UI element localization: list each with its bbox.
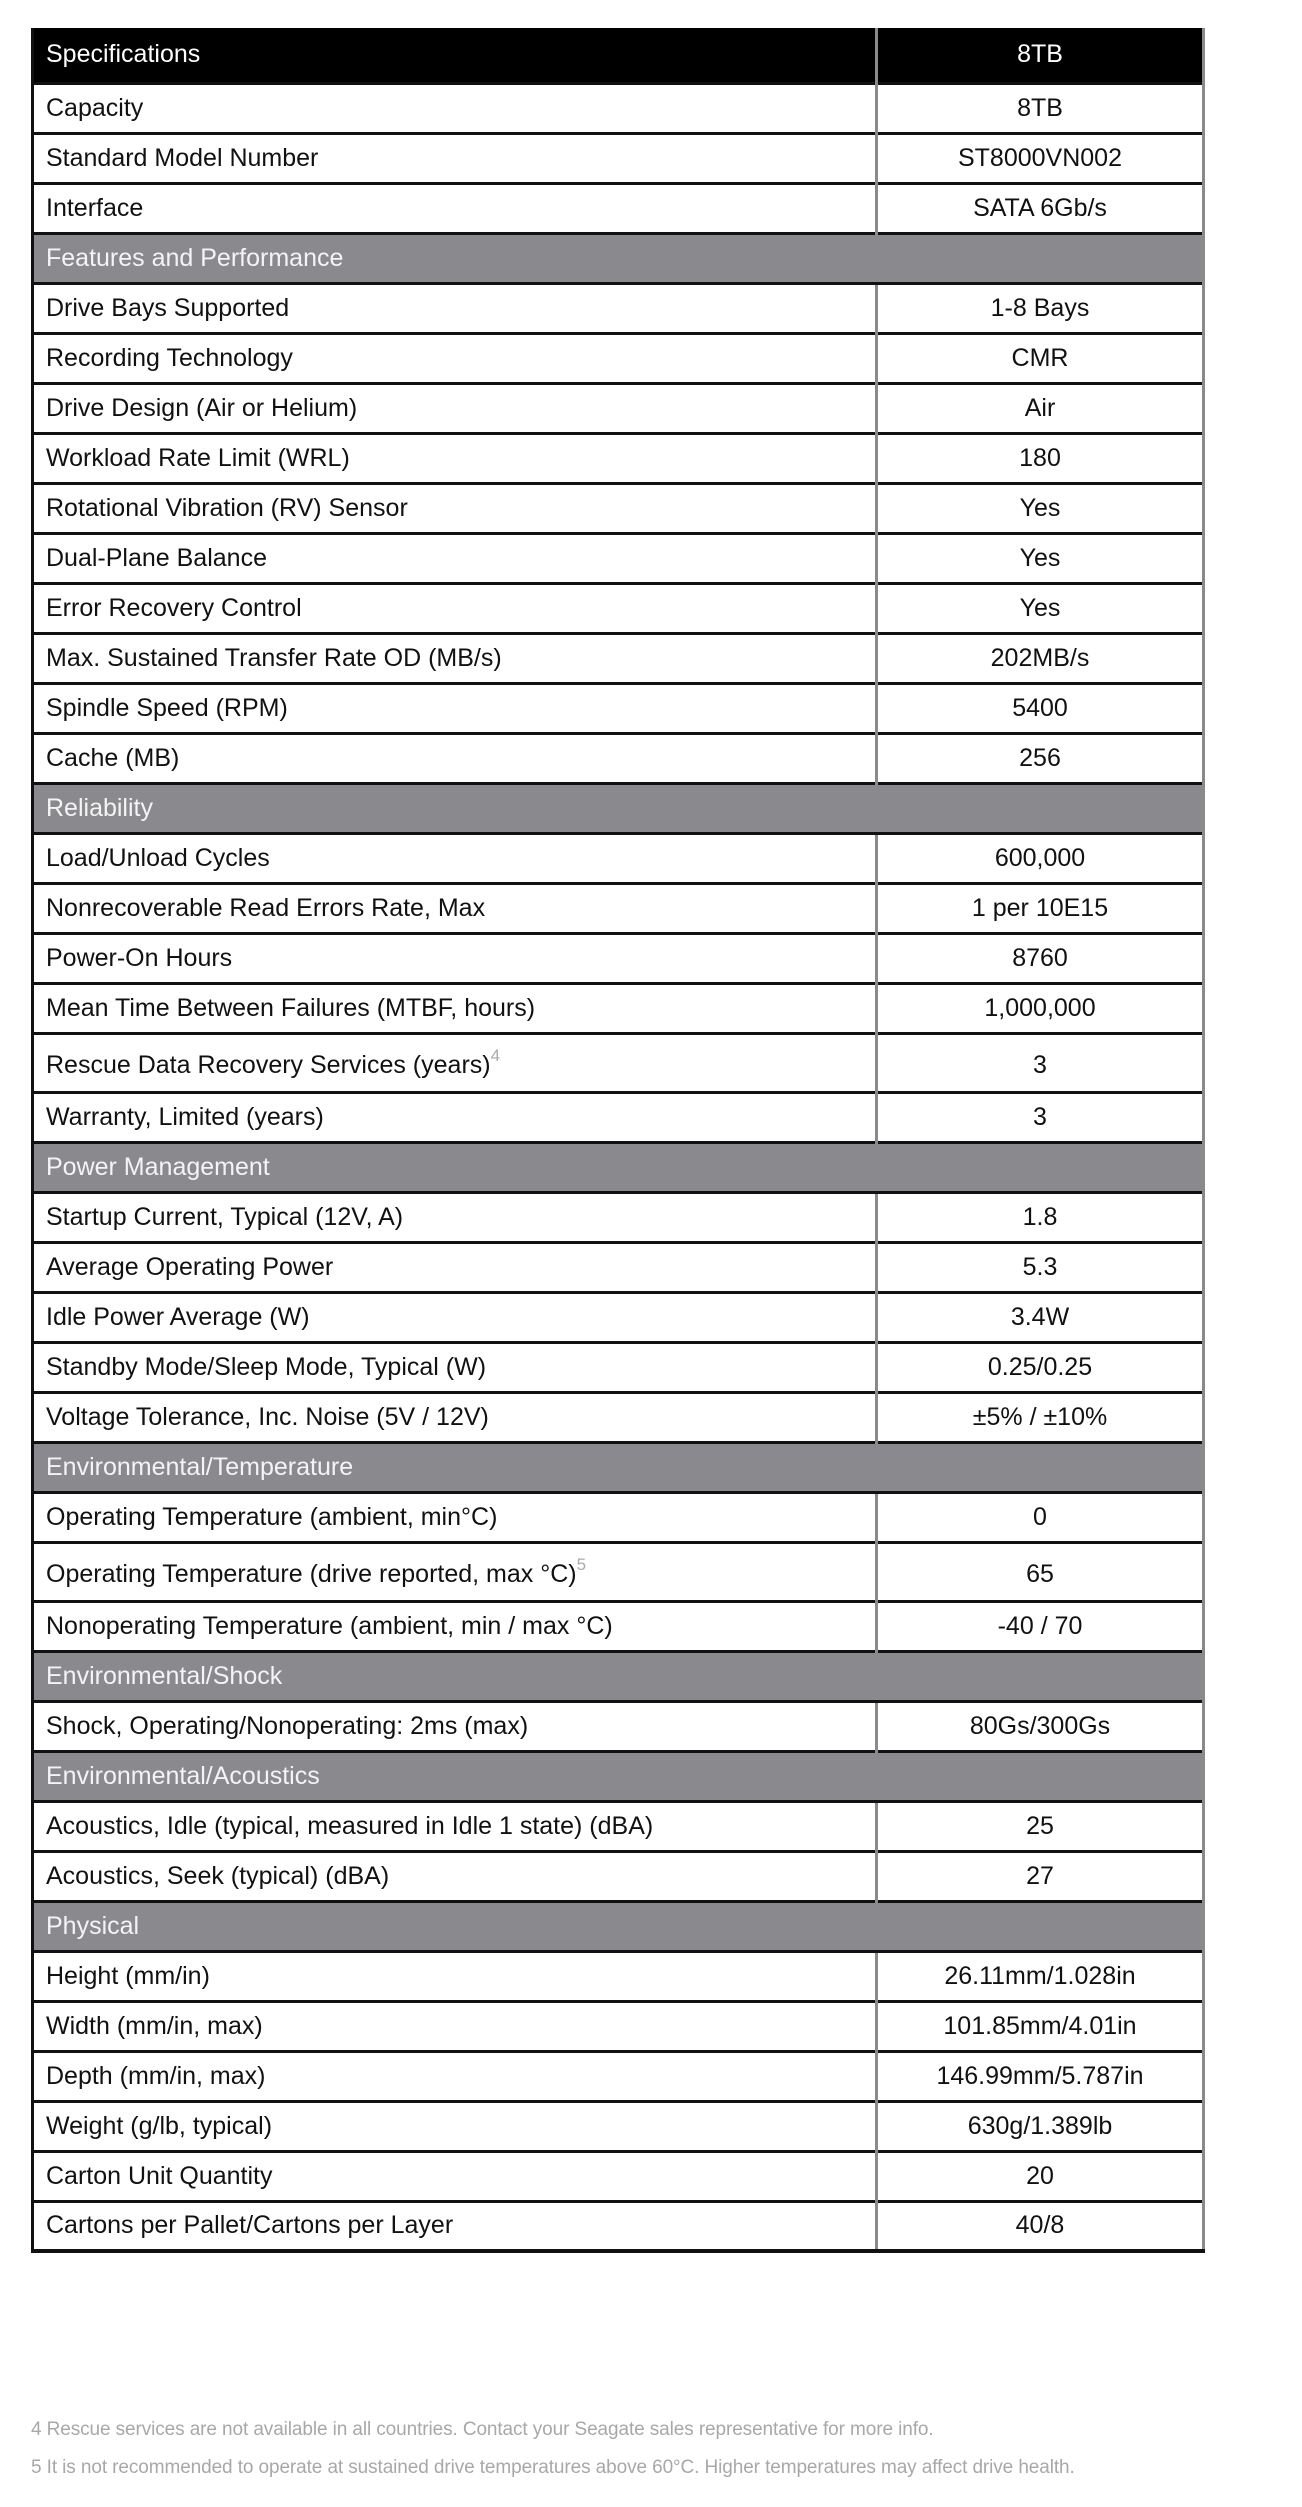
spec-label-cell (33, 433, 877, 483)
spec-label: Carton Unit Quantity (46, 2161, 273, 2190)
spec-label: Nonoperating Temperature (ambient, min / max °C) (46, 1611, 613, 1640)
spec-label-cell (33, 183, 877, 233)
spec-label-cell (33, 1601, 877, 1651)
spec-label: Load/Unload Cycles (46, 843, 270, 872)
spec-value: 0.25/0.25 (877, 1342, 1204, 1392)
spec-label-cell (33, 383, 877, 433)
spec-value: Yes (877, 583, 1204, 633)
spec-label-cell (33, 633, 877, 683)
spec-label: Drive Bays Supported (46, 293, 290, 322)
spec-label-cell (33, 983, 877, 1033)
spec-label-cell (33, 2101, 877, 2151)
section-header-row (33, 233, 1204, 283)
section-title: Physical (33, 1901, 1204, 1951)
table-row (33, 1192, 1204, 1242)
spec-value: 180 (877, 433, 1204, 483)
table-row (33, 83, 1204, 133)
spec-value: 26.11mm/1.028in (877, 1951, 1204, 2001)
spec-value: Yes (877, 533, 1204, 583)
spec-label-cell (33, 1492, 877, 1542)
spec-value: 1 per 10E15 (877, 883, 1204, 933)
spec-label: Max. Sustained Transfer Rate OD (MB/s) (46, 643, 502, 672)
table-row (33, 2151, 1204, 2201)
section-title: Environmental/Acoustics (33, 1751, 1204, 1801)
section-header-row (33, 1901, 1204, 1951)
spec-label-cell (33, 1392, 877, 1442)
spec-label: Acoustics, Seek (typical) (dBA) (46, 1861, 390, 1890)
spec-label-cell (33, 1242, 877, 1292)
spec-label-cell (33, 533, 877, 583)
spec-label: Acoustics, Idle (typical, measured in Idle 1 state) (dBA) (46, 1811, 654, 1840)
spec-label-cell (33, 1701, 877, 1751)
spec-label: Idle Power Average (W) (46, 1302, 310, 1331)
spec-label-cell (33, 1092, 877, 1142)
spec-label: Cartons per Pallet/Cartons per Layer (46, 2211, 454, 2240)
spec-label-cell (33, 83, 877, 133)
spec-value: 600,000 (877, 833, 1204, 883)
spec-label: Shock, Operating/Nonoperating: 2ms (max) (46, 1711, 529, 1740)
spec-value: 202MB/s (877, 633, 1204, 683)
spec-label: Width (mm/in, max) (46, 2011, 263, 2040)
spec-label-cell (33, 133, 877, 183)
spec-value: 8760 (877, 933, 1204, 983)
table-row (33, 283, 1204, 333)
spec-label: Standard Model Number (46, 143, 319, 172)
spec-value: 65 (877, 1542, 1204, 1601)
spec-label-cell (33, 1033, 877, 1092)
spec-value: 1-8 Bays (877, 283, 1204, 333)
footnote-reference: 5 (576, 1555, 587, 1574)
table-row (33, 1392, 1204, 1442)
section-header-row (33, 1751, 1204, 1801)
spec-label-cell (33, 2001, 877, 2051)
spec-value: 630g/1.389lb (877, 2101, 1204, 2151)
table-row (33, 583, 1204, 633)
spec-label-cell (33, 2051, 877, 2101)
table-row (33, 1801, 1204, 1851)
spec-label-cell (33, 683, 877, 733)
spec-label: Drive Design (Air or Helium) (46, 393, 358, 422)
section-title: Environmental/Shock (33, 1651, 1204, 1701)
table-row (33, 1601, 1204, 1651)
specifications-table-body (33, 28, 1204, 2251)
spec-value: ST8000VN002 (877, 133, 1204, 183)
spec-value: 101.85mm/4.01in (877, 2001, 1204, 2051)
spec-value: CMR (877, 333, 1204, 383)
spec-label: Mean Time Between Failures (MTBF, hours) (46, 993, 536, 1022)
spec-label: Warranty, Limited (years) (46, 1102, 324, 1131)
spec-value: 20 (877, 2151, 1204, 2201)
spec-label-cell (33, 1342, 877, 1392)
table-row (33, 533, 1204, 583)
table-row (33, 683, 1204, 733)
spec-label: Rotational Vibration (RV) Sensor (46, 493, 408, 522)
spec-value: -40 / 70 (877, 1601, 1204, 1651)
spec-label: Error Recovery Control (46, 593, 302, 622)
table-row (33, 733, 1204, 783)
table-row (33, 1242, 1204, 1292)
header-label: Specifications (33, 28, 877, 83)
table-row (33, 1851, 1204, 1901)
specifications-table (31, 28, 1205, 2253)
spec-label-cell (33, 2151, 877, 2201)
spec-value: 8TB (877, 83, 1204, 133)
table-row (33, 633, 1204, 683)
spec-value: 0 (877, 1492, 1204, 1542)
table-row (33, 883, 1204, 933)
spec-label-cell (33, 733, 877, 783)
table-row (33, 483, 1204, 533)
footnote-reference: 4 (490, 1046, 501, 1065)
spec-value: ±5% / ±10% (877, 1392, 1204, 1442)
table-row (33, 2001, 1204, 2051)
table-row (33, 1033, 1204, 1092)
header-value: 8TB (877, 28, 1204, 83)
table-row (33, 1951, 1204, 2001)
spec-label: Cache (MB) (46, 743, 180, 772)
spec-label: Capacity (46, 93, 144, 122)
spec-value: 1,000,000 (877, 983, 1204, 1033)
spec-value: SATA 6Gb/s (877, 183, 1204, 233)
spec-label-cell (33, 2201, 877, 2251)
section-header-row (33, 1442, 1204, 1492)
spec-label: Rescue Data Recovery Services (years) (46, 1051, 491, 1079)
spec-label: Recording Technology (46, 343, 293, 372)
spec-label: Average Operating Power (46, 1252, 334, 1281)
table-row (33, 933, 1204, 983)
spec-label: Weight (g/lb, typical) (46, 2111, 273, 2140)
section-header-row (33, 1142, 1204, 1192)
spec-label-cell (33, 1801, 877, 1851)
spec-value: 3.4W (877, 1292, 1204, 1342)
table-row (33, 1542, 1204, 1601)
section-title: Reliability (33, 783, 1204, 833)
spec-label: Startup Current, Typical (12V, A) (46, 1202, 404, 1231)
spec-value: 256 (877, 733, 1204, 783)
section-header-row (33, 1651, 1204, 1701)
spec-value: 40/8 (877, 2201, 1204, 2251)
spec-label-cell (33, 583, 877, 633)
spec-value: 80Gs/300Gs (877, 1701, 1204, 1751)
table-row (33, 383, 1204, 433)
spec-value: 3 (877, 1033, 1204, 1092)
spec-label: Power-On Hours (46, 943, 233, 972)
footnotes (31, 2414, 1296, 2490)
table-header-row (33, 28, 1204, 83)
table-row (33, 2101, 1204, 2151)
table-row (33, 133, 1204, 183)
spec-label: Operating Temperature (drive reported, max °C) (46, 1560, 577, 1588)
table-row (33, 1492, 1204, 1542)
spec-label: Workload Rate Limit (WRL) (46, 443, 350, 472)
spec-label: Operating Temperature (ambient, min°C) (46, 1502, 498, 1531)
footnote-4: 4 Rescue services are not available in all countries. Contact your Seagate sales representative for more info. (31, 2419, 934, 2440)
spec-label: Standby Mode/Sleep Mode, Typical (W) (46, 1352, 487, 1381)
spec-label-cell (33, 1542, 877, 1601)
spec-value: 146.99mm/5.787in (877, 2051, 1204, 2101)
table-row (33, 983, 1204, 1033)
spec-value: Air (877, 383, 1204, 433)
table-row (33, 333, 1204, 383)
table-row (33, 1092, 1204, 1142)
spec-label: Voltage Tolerance, Inc. Noise (5V / 12V) (46, 1402, 489, 1431)
spec-value: 5400 (877, 683, 1204, 733)
spec-label: Nonrecoverable Read Errors Rate, Max (46, 893, 486, 922)
spec-label-cell (33, 333, 877, 383)
footnote-5: 5 It is not recommended to operate at sustained drive temperatures above 60°C. Higher temperatures may affect drive health. (31, 2457, 1075, 2478)
spec-label-cell (33, 1951, 877, 2001)
spec-label: Depth (mm/in, max) (46, 2061, 266, 2090)
spec-label: Interface (46, 193, 144, 222)
spec-label: Dual-Plane Balance (46, 543, 267, 572)
table-row (33, 433, 1204, 483)
spec-label-cell (33, 933, 877, 983)
table-row (33, 1292, 1204, 1342)
section-header-row (33, 783, 1204, 833)
spec-value: 5.3 (877, 1242, 1204, 1292)
spec-value: 25 (877, 1801, 1204, 1851)
table-row (33, 2051, 1204, 2101)
spec-label-cell (33, 883, 877, 933)
spec-value: 3 (877, 1092, 1204, 1142)
table-row (33, 833, 1204, 883)
spec-label-cell (33, 1851, 877, 1901)
spec-label-cell (33, 833, 877, 883)
spec-value: 1.8 (877, 1192, 1204, 1242)
spec-label: Height (mm/in) (46, 1961, 210, 1990)
spec-value: 27 (877, 1851, 1204, 1901)
spec-label: Spindle Speed (RPM) (46, 693, 288, 722)
spec-label-cell (33, 1292, 877, 1342)
section-title: Environmental/Temperature (33, 1442, 1204, 1492)
table-row (33, 183, 1204, 233)
spec-label-cell (33, 483, 877, 533)
table-row (33, 2201, 1204, 2251)
spec-label-cell (33, 283, 877, 333)
section-title: Features and Performance (33, 233, 1204, 283)
section-title: Power Management (33, 1142, 1204, 1192)
spec-value: Yes (877, 483, 1204, 533)
table-row (33, 1342, 1204, 1392)
table-row (33, 1701, 1204, 1751)
spec-label-cell (33, 1192, 877, 1242)
